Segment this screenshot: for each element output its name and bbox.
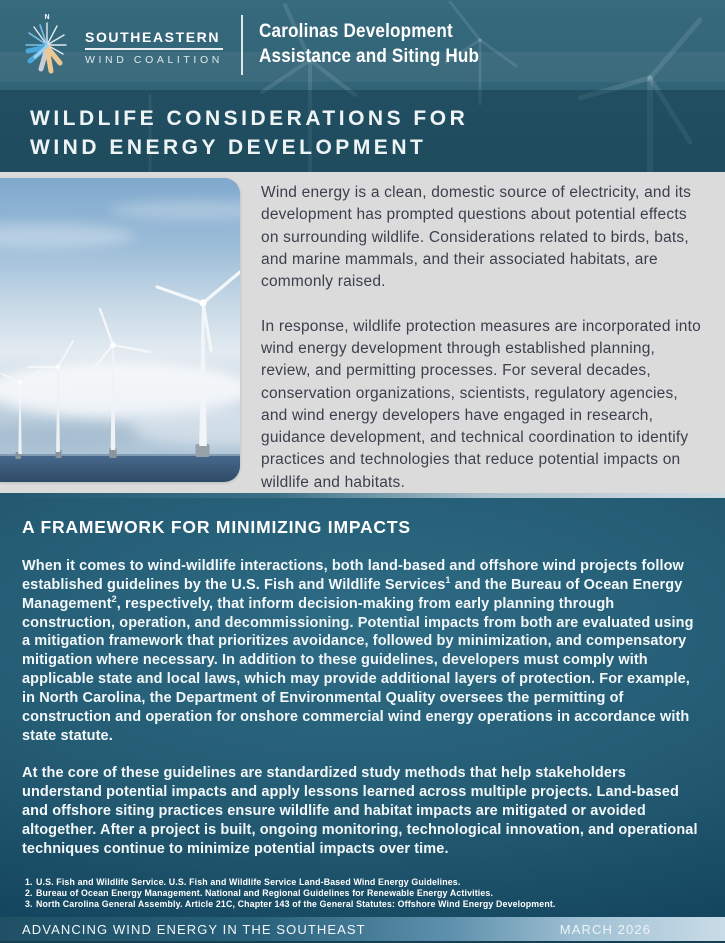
footer-tagline: ADVANCING WIND ENERGY IN THE SOUTHEAST [22,921,366,937]
intro-paragraph-2: In response, wildlife protection measures are incorporated into wind energy development through established planning, review, and permitting processes. For several decades, conservation organizations, scientists, regulatory agencies, and wind energy developers have engaged in research, guidance development, and technical coordination to identify practices and technologies that reduce potential impacts on wildlife and habitats. [261,317,701,491]
org-name-line1: SOUTHEASTERN [85,29,223,50]
offshore-wind-turbines-photo [0,178,240,482]
hub-title-line1: Carolinas Development [258,21,453,43]
page-title-line2: WIND ENERGY DEVELOPMENT [30,135,427,159]
page-title [30,105,725,163]
footnote-2 [25,888,703,899]
footnote-3 [25,899,703,910]
framework-paragraph-2: At the core of these guidelines are standardized study methods that help stakeholders understand potential impacts and apply lessons learned across multiple projects. Land-based and offshore siting practices ensure wildlife and habitat impacts are mitigated or avoided altogether. After a project is built, ongoing monitoring, technological innovation, and operational techniques continue to minimize potential impacts over time. [22,765,698,857]
footnote-ref-2: 2 [111,593,117,604]
turbines-photo-illustration [0,178,240,482]
footnote-1-number: 1. [25,876,33,887]
brand-row [0,0,725,90]
org-name-line2: WIND COALITION [85,53,223,66]
hero-header [0,0,725,172]
footnote-3-number: 3. [25,898,33,909]
hub-title-line2: Assistance and Siting Hub [258,46,480,67]
southeastern-wind-coalition-logo [20,11,223,79]
fw-p1-part2: and the Bureau of Ocean Energy Management [22,576,683,612]
fw-p1-part1: When it comes to wind-wildlife interactions, both land-based and offshore wind projects follow established guidelines by the U.S. Fish and Wildlife Services [22,558,684,593]
footnote-2-number: 2. [25,887,33,898]
footnote-ref-1: 1 [445,575,451,586]
framework-section [0,493,725,917]
hub-title [259,20,479,69]
footnote-3-text: North Carolina General Assembly. Article 21C, Chapter 143 of the General Statutes: Offshore Wind Energy Development. [36,898,556,909]
footnote-2-text: Bureau of Ocean Energy Management. National and Regional Guidelines for Renewable Energy Activities. [36,887,494,898]
footnote-1 [25,877,703,888]
brand-divider [241,15,243,75]
intro-text-column [261,182,707,494]
framework-paragraph-1 [22,557,703,745]
footer-date: MARCH 2026 [559,921,651,937]
section-top-gradient-stripe [0,493,725,498]
intro-section [0,172,725,493]
page-title-line1: WILDLIFE CONSIDERATIONS FOR [30,107,469,130]
footnotes [25,877,703,910]
starburst-wind-logo-icon [20,11,76,79]
intro-paragraph-1: Wind energy is a clean, domestic source of electricity, and its development has prompted questions about potential effects on surrounding wildlife. Considerations related to birds, bats, and marine mammals, and their associated habitats, are commonly raised. [261,184,692,291]
svg-text:N: N [44,14,50,21]
footnote-1-text: U.S. Fish and Wildlife Service. U.S. Fish and Wildlife Service Land-Based Wind Energy Guidelines. [36,876,461,887]
framework-heading: A FRAMEWORK FOR MINIMIZING IMPACTS [22,517,411,537]
logo-wordmark [85,25,223,66]
footer-bar [0,917,725,943]
fw-p1-part3: , respectively, that inform decision-making from early planning through construction, operation, and decommissioning. Potential impacts from both are evaluated using a mitigation framework that prioritizes avoidance, followed by minimization, and compensatory mitigation where necessary. In addition to these guidelines, developers must comply with applicable state and local laws, which may provide additional layers of protection. For example, in North Carolina, the Department of Environmental Quality oversees the permitting of construction and operation for onshore commercial wind energy operations in accordance with state statute. [22,595,694,744]
title-band [0,90,725,172]
